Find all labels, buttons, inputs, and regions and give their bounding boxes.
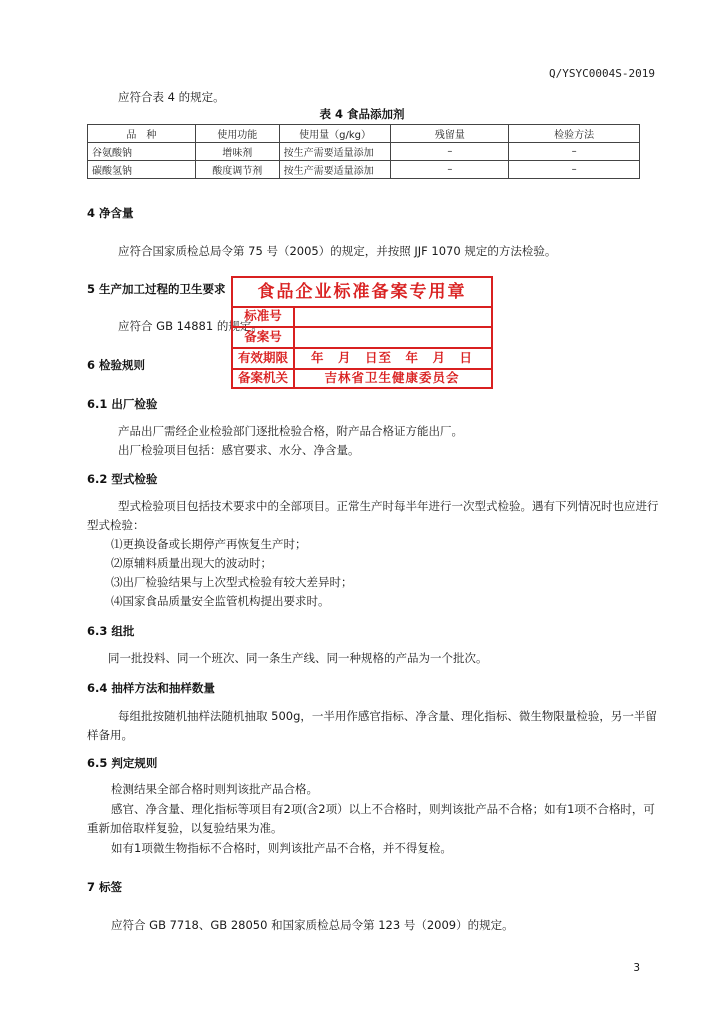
section-paragraph: 感官、净含量、理化指标等项目有2项(含2项）以上不合格时，则判该批产品不合格；如有1项不合格时，可重新加倍取样复验，以复验结果为准。 [87, 802, 655, 835]
stamp-label: 有效期限 [233, 348, 295, 368]
stamp-label: 备案机关 [233, 369, 295, 387]
table-cell: 按生产需要适量添加 [279, 143, 391, 161]
table-cell: – [391, 143, 509, 161]
section-line: 产品出厂需经企业检验部门逐批检验合格，附产品合格证方能出厂。 [118, 424, 463, 438]
section-text-6-3: 同一批投料、同一个班次、同一条生产线、同一种规格的产品为一个批次。 [108, 651, 488, 665]
table-cell: 谷氨酸钠 [88, 143, 196, 161]
section-paragraph: 型式检验项目包括技术要求中的全部项目。正常生产时每半年进行一次型式检验。遇有下列情况时也应进行型式检验： [87, 499, 659, 532]
table-cell: – [391, 161, 509, 179]
section-heading-6-3: 6.3 组批 [87, 624, 135, 638]
section-line: 检测结果全部合格时则判该批产品合格。 [111, 782, 318, 796]
list-item: ⑷国家食品质量安全监管机构提出要求时。 [111, 594, 330, 608]
page-number: 3 [633, 962, 640, 974]
section-heading-6-2: 6.2 型式检验 [87, 472, 158, 486]
section-line: 出厂检验项目包括：感官要求、水分、净含量。 [118, 443, 360, 457]
list-item: ⑶出厂检验结果与上次型式检验有较大差异时； [111, 575, 353, 589]
table-row [88, 143, 640, 161]
section-heading-6-5: 6.5 判定规则 [87, 756, 158, 770]
section-heading-6: 6 检验规则 [87, 358, 146, 372]
document-code: Q/YSYC0004S-2019 [549, 67, 655, 80]
section-heading-7: 7 标签 [87, 880, 123, 894]
column-header: 检验方法 [509, 125, 640, 143]
stamp-title: 食品企业标准备案专用章 [233, 278, 491, 308]
table-cell: 碳酸氢钠 [88, 161, 196, 179]
section-text-6-4: 每组批按随机抽样法随机抽取 500g，一半用作感官指标、净含量、理化指标、微生物限量检验，另一半留样备用。 [87, 709, 657, 742]
stamp-label: 备案号 [233, 327, 295, 347]
filing-stamp [231, 276, 493, 389]
column-header: 使用量（g/kg） [279, 125, 391, 143]
section-heading-4: 4 净含量 [87, 206, 134, 220]
column-header: 品 种 [88, 125, 196, 143]
table-cell: 按生产需要适量添加 [279, 161, 391, 179]
section-line: 如有1项微生物指标不合格时，则判该批产品不合格，并不得复检。 [111, 841, 452, 855]
table-header-row [88, 125, 640, 143]
table-cell: 增味剂 [195, 143, 279, 161]
food-additive-table [87, 124, 640, 179]
stamp-row [233, 327, 491, 349]
section-text-4: 应符合国家质检总局令第 75 号（2005）的规定，并按照 JJF 1070 规定的方法检验。 [118, 244, 557, 258]
stamp-label: 标准号 [233, 306, 295, 326]
intro-text: 应符合表 4 的规定。 [118, 90, 225, 104]
list-item: ⑴更换设备或长期停产再恢复生产时； [111, 537, 307, 551]
section-heading-6-4: 6.4 抽样方法和抽样数量 [87, 681, 215, 695]
section-heading-5: 5 生产加工过程的卫生要求 [87, 282, 226, 296]
section-heading-6-1: 6.1 出厂检验 [87, 397, 158, 411]
column-header: 使用功能 [195, 125, 279, 143]
stamp-value [297, 327, 487, 347]
table-cell: – [509, 161, 640, 179]
table-caption: 表 4 食品添加剂 [319, 107, 405, 121]
section-text-5: 应符合 GB 14881 的规定。 [118, 319, 263, 333]
table-cell: 酸度调节剂 [195, 161, 279, 179]
table-row [88, 161, 640, 179]
stamp-row [233, 306, 491, 328]
stamp-value: 吉林省卫生健康委员会 [324, 370, 460, 385]
stamp-row [233, 348, 491, 370]
table-cell: – [509, 143, 640, 161]
stamp-value: 年 月 日至 年 月 日 [310, 350, 473, 365]
stamp-row [233, 369, 491, 387]
section-text-7: 应符合 GB 7718、GB 28050 和国家质检总局令第 123 号（2009）的规定。 [111, 918, 514, 932]
stamp-value [297, 306, 487, 326]
list-item: ⑵原辅料质量出现大的波动时； [111, 556, 272, 570]
column-header: 残留量 [391, 125, 509, 143]
